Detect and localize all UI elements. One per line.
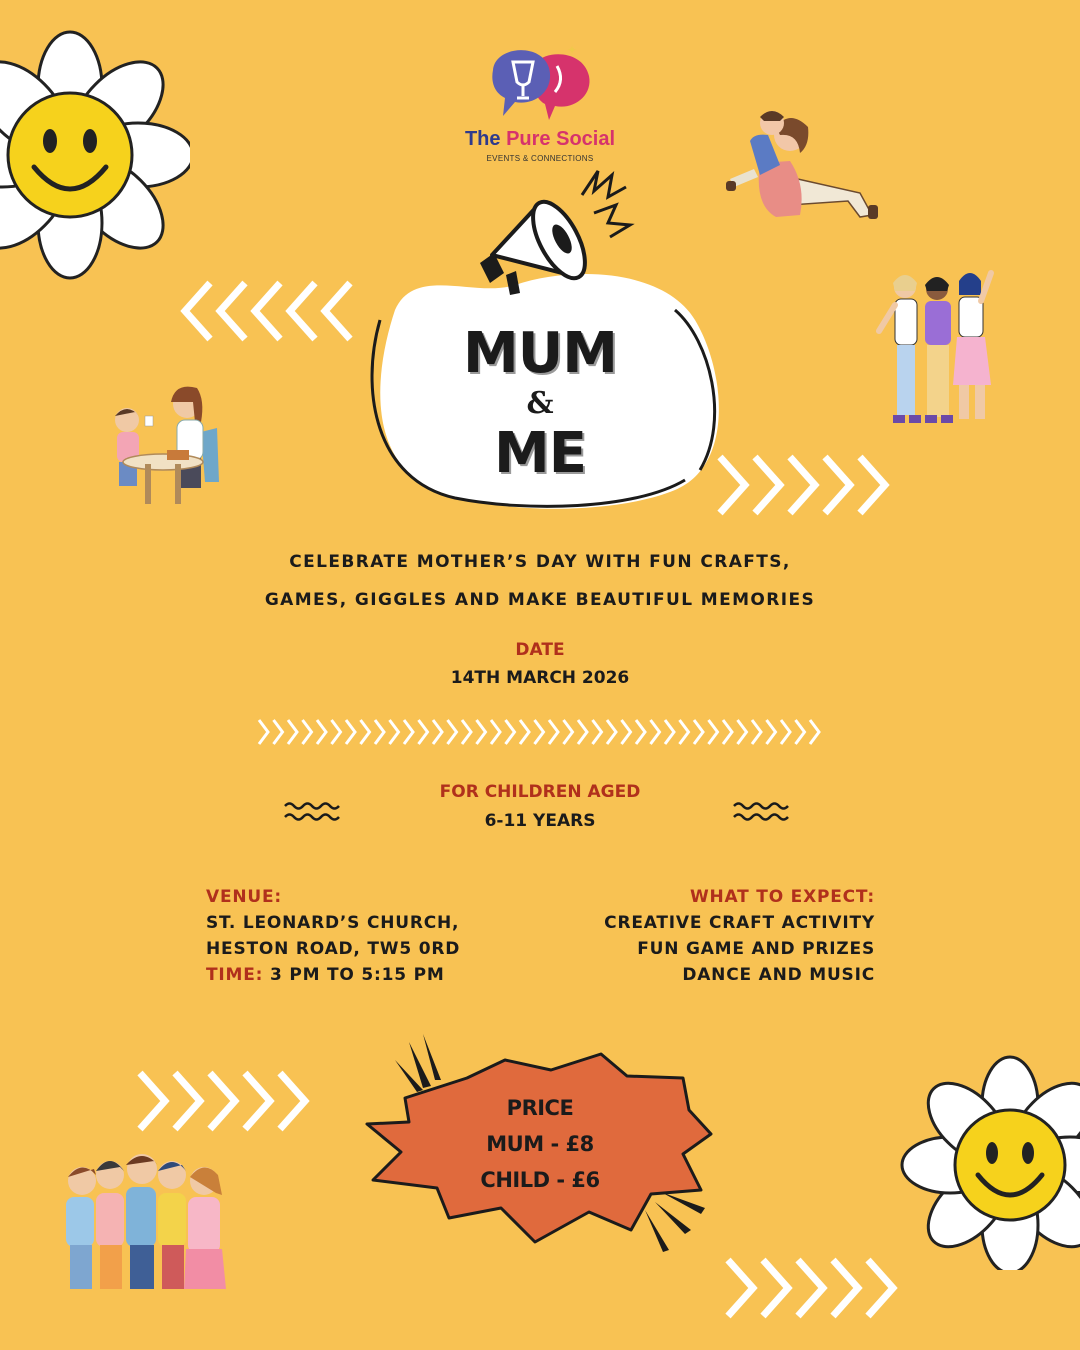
megaphone-icon xyxy=(470,165,640,315)
event-title xyxy=(440,322,640,486)
expect-item: CREATIVE CRAFT ACTIVITY xyxy=(604,913,875,933)
brand-name-part2: Pure Social xyxy=(506,128,616,150)
brand-name-part1: The xyxy=(464,128,507,150)
chevrons-right-icon xyxy=(715,452,890,518)
price-child: CHILD - £6 xyxy=(480,1168,600,1192)
venue-block xyxy=(206,884,526,988)
time-label: TIME: xyxy=(206,965,264,985)
price-label: PRICE xyxy=(506,1096,574,1120)
date-value: 14TH MARCH 2026 xyxy=(450,668,630,688)
brand-tagline: EVENTS & CONNECTIONS xyxy=(486,154,594,163)
title-line-1: MUM xyxy=(463,321,617,386)
mother-hugging-child-illustration xyxy=(720,105,880,230)
age-value: 6-11 YEARS xyxy=(484,811,596,831)
wave-lines-icon xyxy=(283,800,341,824)
date-label: DATE xyxy=(515,640,565,660)
title-ampersand: & xyxy=(526,386,554,421)
title-line-2: ME xyxy=(494,421,586,486)
svg-text:✦: ✦ xyxy=(567,43,578,57)
venue-line-1: ST. LEONARD’S CHURCH, xyxy=(206,913,460,933)
three-women-illustration xyxy=(875,265,1000,430)
logo-speech-bubbles-icon xyxy=(485,40,595,128)
price-block xyxy=(440,1090,640,1198)
age-label: FOR CHILDREN AGED xyxy=(439,782,641,802)
venue-line-2: HESTON ROAD, TW5 0RD xyxy=(206,939,461,959)
venue-label: VENUE: xyxy=(206,887,283,907)
chevron-divider-icon xyxy=(255,716,825,748)
smiley-flower-icon xyxy=(900,1055,1080,1270)
lead-line-2: GAMES, GIGGLES AND MAKE BEAUTIFUL MEMORIES xyxy=(264,590,816,610)
expect-label: WHAT TO EXPECT: xyxy=(689,887,875,907)
hugging-kids-illustration xyxy=(60,1145,235,1305)
chevrons-right-icon xyxy=(135,1068,310,1134)
time-row xyxy=(206,962,526,988)
price-mum: MUM - £8 xyxy=(486,1132,594,1156)
expect-item: FUN GAME AND PRIZES xyxy=(637,939,875,959)
expect-block xyxy=(545,884,875,988)
chevrons-left-icon xyxy=(180,278,355,344)
brand-name xyxy=(440,128,640,151)
smiley-flower-icon xyxy=(0,30,190,290)
wave-lines-icon xyxy=(732,800,790,824)
lead-line-1: CELEBRATE MOTHER’S DAY WITH FUN CRAFTS, xyxy=(289,552,791,572)
expect-item: DANCE AND MUSIC xyxy=(682,965,875,985)
time-value: 3 PM TO 5:15 PM xyxy=(269,965,445,985)
chevrons-right-icon xyxy=(723,1255,898,1321)
mother-child-table-illustration xyxy=(105,382,230,512)
